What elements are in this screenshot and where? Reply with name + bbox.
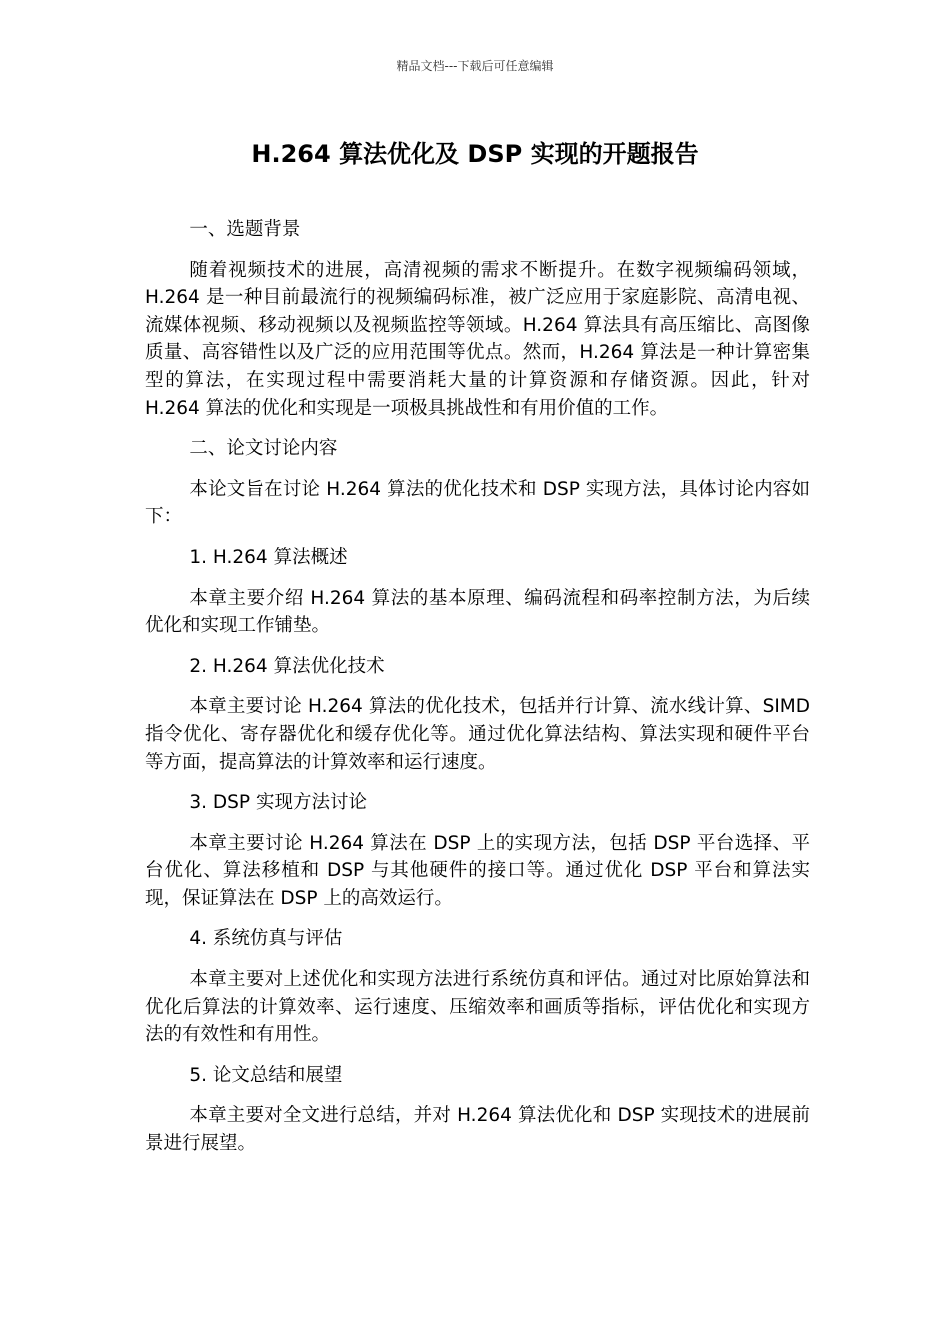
paragraph-chapter-3: 本章主要讨论 H.264 算法在 DSP 上的实现方法，包括 DSP 平台选择、平台优化、算法移植和 DSP 与其他硬件的接口等。通过优化 DSP 平台和算法实现，保证算法在 DSP 上的高效运行。 <box>145 832 810 909</box>
chapter-heading-4: 4. 系统仿真与评估 <box>189 928 343 950</box>
document-body <box>145 216 810 1171</box>
paragraph-chapter-2: 本章主要讨论 H.264 算法的优化技术，包括并行计算、流水线计算、SIMD 指令优化、寄存器优化和缓存优化等。通过优化算法结构、算法实现和硬件平台等方面，提高算法的计算效率和运行速度。 <box>145 696 810 773</box>
section-heading-background: 一、选题背景 <box>189 219 301 240</box>
paragraph-chapter-4: 本章主要对上述优化和实现方法进行系统仿真和评估。通过对比原始算法和优化后算法的计算效率、运行速度、压缩效率和画质等指标，评估优化和实现方法的有效性和有用性。 <box>145 969 810 1046</box>
paragraph-background: 随着视频技术的进展，高清视频的需求不断提升。在数字视频编码领域，H.264 是一种目前最流行的视频编码标准，被广泛应用于家庭影院、高清电视、流媒体视频、移动视频以及视频监控等领域。H.264 算法具有高压缩比、高图像质量、高容错性以及广泛的应用范围等优点。然而，H.264 算法是一种计算密集型的算法，在实现过程中需要消耗大量的计算资源和存储资源。因此，针对 H.264 算法的优化和实现是一项极具挑战性和有用价值的工作。 <box>145 259 810 419</box>
section-heading-content: 二、论文讨论内容 <box>189 438 338 460</box>
paragraph-chapter-1: 本章主要介绍 H.264 算法的基本原理、编码流程和码率控制方法，为后续优化和实现工作铺垫。 <box>145 587 810 637</box>
chapter-heading-3: 3. DSP 实现方法讨论 <box>189 792 367 814</box>
chapter-heading-1: 1. H.264 算法概述 <box>189 546 348 568</box>
header-note: 精品文档---下载后可任意编辑 <box>396 59 554 73</box>
document-title: H.264 算法优化及 DSP 实现的开题报告 <box>251 140 699 168</box>
paragraph-content-intro: 本论文旨在讨论 H.264 算法的优化技术和 DSP 实现方法，具体讨论内容如下： <box>145 478 810 528</box>
chapter-heading-5: 5. 论文总结和展望 <box>189 1064 343 1086</box>
paragraph-chapter-5: 本章主要对全文进行总结，并对 H.264 算法优化和 DSP 实现技术的进展前景进行展望。 <box>145 1105 810 1155</box>
chapter-heading-2: 2. H.264 算法优化技术 <box>189 655 385 677</box>
